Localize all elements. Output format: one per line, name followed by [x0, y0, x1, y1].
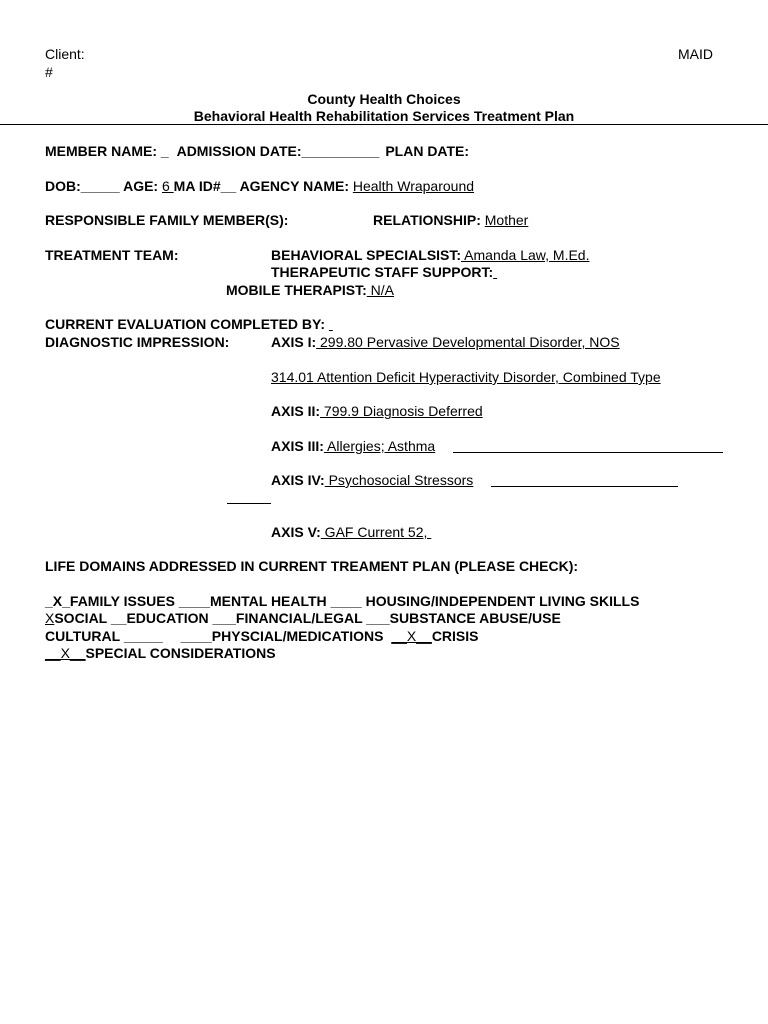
axis2-label: AXIS II: — [271, 403, 321, 419]
axis1-label: AXIS I: — [271, 334, 317, 350]
mobile-therapist-value[interactable]: N/A — [366, 282, 395, 298]
axis2-field — [271, 403, 483, 420]
special-considerations-label: SPECIAL CONSIDERATIONS — [85, 645, 276, 661]
axis3-label: AXIS III: — [271, 438, 324, 454]
ma-id-label: MA ID# — [173, 178, 221, 194]
housing-label: HOUSING/INDEPENDENT LIVING SKILLS — [365, 593, 640, 609]
relationship-value[interactable]: Mother — [484, 212, 529, 228]
family-issues-label: FAMILY ISSUES — [69, 593, 175, 609]
admission-date-label: ADMISSION DATE: — [176, 143, 302, 159]
life-domains-line3 — [45, 628, 479, 645]
axis1-field — [271, 334, 620, 351]
mental-health-label: MENTAL HEALTH — [210, 593, 327, 609]
life-domains-line1 — [45, 593, 639, 610]
cultural-checkbox[interactable]: _____ — [123, 628, 163, 644]
substance-label: SUBSTANCE ABUSE/USE — [389, 610, 561, 626]
member-name-label: MEMBER NAME: — [45, 143, 157, 159]
dob-row — [45, 178, 474, 195]
evaluation-completed-value[interactable] — [329, 316, 333, 332]
financial-checkbox[interactable]: ___ — [212, 610, 236, 626]
social-label: SOCIAL — [54, 610, 107, 626]
behavioral-specialist-field — [271, 247, 589, 264]
member-row — [45, 143, 469, 160]
age-value[interactable]: 6 — [161, 178, 174, 194]
tss-field — [271, 264, 497, 281]
agency-name-value[interactable]: Health Wraparound — [352, 178, 475, 194]
title-rule — [0, 124, 768, 125]
evaluation-completed-label: CURRENT EVALUATION COMPLETED BY: — [45, 316, 325, 332]
housing-checkbox[interactable]: ____ — [330, 593, 362, 609]
mobile-therapist-label: MOBILE THERAPIST: — [226, 282, 367, 298]
relationship-label: RELATIONSHIP: — [373, 212, 481, 228]
mobile-therapist-field — [226, 282, 394, 299]
axis5-label: AXIS V: — [271, 524, 321, 540]
substance-checkbox[interactable]: ___ — [366, 610, 390, 626]
family-issues-checkbox[interactable]: _X_ — [45, 593, 70, 609]
social-checkbox[interactable]: X — [45, 610, 55, 626]
axis2-value[interactable]: 799.9 Diagnosis Deferred — [320, 403, 483, 419]
dob-label: DOB: — [45, 178, 81, 194]
axis5-value[interactable]: GAF Current 52, — [320, 524, 432, 540]
axis5-field — [271, 524, 431, 541]
dob-value[interactable]: _____ — [80, 178, 120, 194]
behavioral-specialist-label: BEHAVIORAL SPECIALSIST: — [271, 247, 462, 263]
agency-name-label: AGENCY NAME: — [239, 178, 349, 194]
evaluation-completed-field — [45, 316, 333, 333]
crisis-checkbox[interactable]: __X__ — [391, 628, 432, 644]
crisis-label: CRISIS — [431, 628, 479, 644]
treatment-team-label: TREATMENT TEAM: — [45, 247, 179, 263]
tss-value[interactable] — [493, 264, 497, 280]
behavioral-specialist-value[interactable]: Amanda Law, M.Ed. — [461, 247, 590, 263]
physical-label: PHYSCIAL/MEDICATIONS — [211, 628, 384, 644]
life-domains-line2 — [45, 610, 561, 627]
axis4-fill-line — [491, 486, 678, 487]
physical-checkbox[interactable]: ____ — [180, 628, 212, 644]
plan-date-label: PLAN DATE: — [385, 143, 470, 159]
admission-date-value[interactable]: __________ — [301, 143, 380, 159]
education-label: EDUCATION — [126, 610, 209, 626]
tss-label: THERAPEUTIC STAFF SUPPORT: — [271, 264, 494, 280]
document-title: County Health Choices — [307, 91, 461, 107]
special-considerations-checkbox[interactable]: __X__ — [45, 645, 86, 661]
axis4-value[interactable]: Psychosocial Stressors — [324, 472, 474, 488]
document-subtitle: Behavioral Health Rehabilitation Services Treatment Plan — [193, 108, 575, 124]
mental-health-checkbox[interactable]: ____ — [178, 593, 211, 609]
education-checkbox[interactable]: __ — [110, 610, 127, 626]
life-domains-line4 — [45, 645, 276, 662]
hash-label: # — [45, 64, 53, 80]
axis3-fill-line — [453, 452, 723, 453]
diagnostic-impression-label: DIAGNOSTIC IMPRESSION: — [45, 334, 230, 350]
responsible-family-label: RESPONSIBLE FAMILY MEMBER(S): — [45, 212, 289, 228]
axis1-value[interactable]: 299.80 Pervasive Developmental Disorder, NOS — [316, 334, 620, 350]
axis3-value[interactable]: Allergies; Asthma — [323, 438, 436, 454]
axis4-field — [271, 472, 473, 489]
member-name-value[interactable]: _ — [160, 143, 169, 159]
maid-label: MAID — [678, 46, 713, 62]
client-label: Client: — [45, 46, 85, 62]
age-label: AGE: — [123, 178, 159, 194]
axis4-label: AXIS IV: — [271, 472, 325, 488]
axis4-continuation-line — [227, 503, 271, 504]
axis1-secondary-value[interactable]: 314.01 Attention Deficit Hyperactivity Disorder, Combined Type — [271, 369, 661, 385]
ma-id-value[interactable]: __ — [220, 178, 237, 194]
life-domains-heading: LIFE DOMAINS ADDRESSED IN CURRENT TREAMENT PLAN (PLEASE CHECK): — [45, 558, 579, 574]
axis3-field — [271, 438, 435, 455]
relationship-field — [373, 212, 528, 229]
cultural-label: CULTURAL — [45, 628, 120, 644]
financial-label: FINANCIAL/LEGAL — [235, 610, 363, 626]
